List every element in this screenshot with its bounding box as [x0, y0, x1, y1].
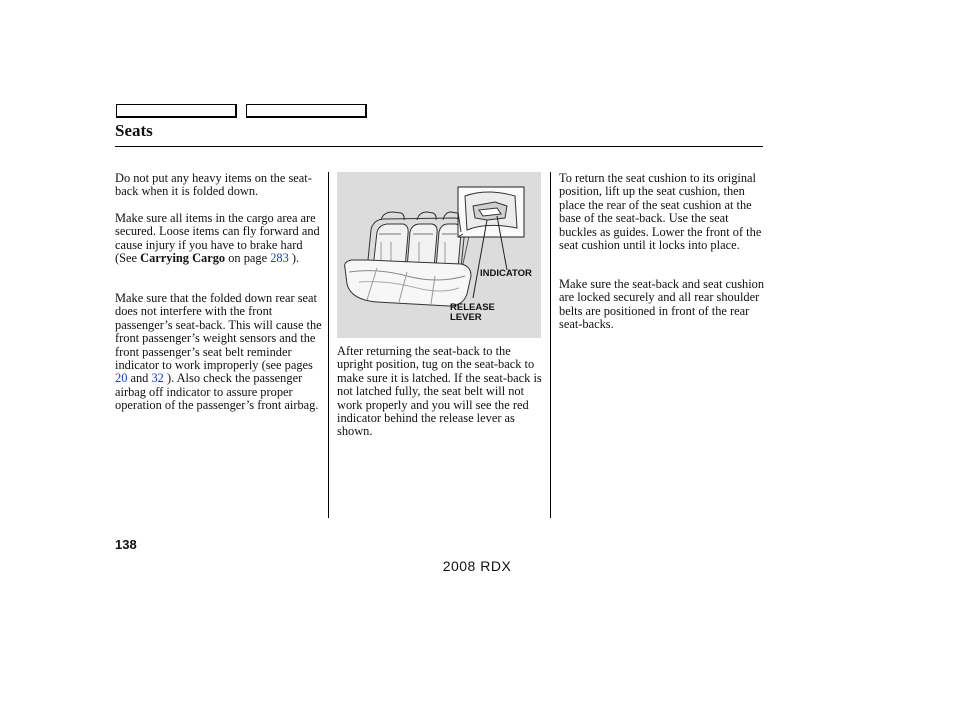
- col3-paragraph-2: [559, 278, 765, 332]
- page-number: 138: [115, 537, 137, 552]
- col1-p2-after: ).: [288, 251, 300, 266]
- col1-paragraph-3: [115, 292, 323, 413]
- column-divider-1: [328, 172, 329, 518]
- page-20-link[interactable]: 20: [115, 371, 128, 386]
- nav-button-2[interactable]: [246, 104, 367, 118]
- col1-paragraph-2: [115, 212, 323, 266]
- col1-paragraph-1: [115, 172, 323, 199]
- col1-p3-text: Make sure that the folded down rear seat does not interfere with the front passenger’s seat-back. This will cause the front passenger’s weight sensors and the front passenger’s seat belt reminder indicator to work improperly (see pages: [115, 291, 322, 373]
- col3-p1-text: To return the seat cushion to its original position, lift up the seat cushion, then place the rear of the seat cushion at the base of the seat-back. Use the seat buckles as guides. Lower the front of the seat cushion until it locks into place.: [559, 171, 762, 253]
- col1-p2-text: Make sure all items in the cargo area are secured. Loose items can fly forward and cause injury if you have to brake hard (See: [115, 211, 320, 266]
- title-rule: [115, 146, 763, 147]
- col3-paragraph-1: [559, 172, 765, 252]
- rear-seat-illustration: [337, 172, 541, 338]
- column-divider-2: [550, 172, 551, 518]
- col1-p2-mid: on page: [225, 251, 271, 266]
- col3-p2-text: Make sure the seat-back and seat cushion are locked securely and all rear shoulder belts are positioned in front of the rear seat-backs.: [559, 277, 765, 332]
- col2-p1-text: After returning the seat-back to the upright position, tug on the seat-back to make sure it is latched. If the seat-back is not latched fully, the seat belt will not work properly and you will see the red indicator behind the release lever as shown.: [337, 344, 542, 439]
- seat-drawing: [337, 172, 541, 338]
- release-lever-label-line2: LEVER: [450, 312, 482, 323]
- footer-model-year: 2008 RDX: [442, 558, 512, 574]
- section-title: Seats: [115, 121, 153, 140]
- page-32-link[interactable]: 32: [151, 371, 164, 386]
- page-283-link[interactable]: 283: [270, 251, 289, 266]
- col1-p1-text: Do not put any heavy items on the seat-back when it is folded down.: [115, 171, 312, 199]
- indicator-label: INDICATOR: [480, 268, 532, 279]
- col2-paragraph-1: [337, 345, 543, 439]
- col1-p3-and: and: [127, 371, 152, 386]
- carrying-cargo-ref: Carrying Cargo: [140, 251, 226, 266]
- release-lever-label-line1: RELEASE: [450, 302, 495, 313]
- col1-p3-after: ). Also check the passenger airbag off indicator to assure proper operation of the passenger’s front airbag.: [115, 371, 319, 413]
- nav-button-1[interactable]: [116, 104, 237, 118]
